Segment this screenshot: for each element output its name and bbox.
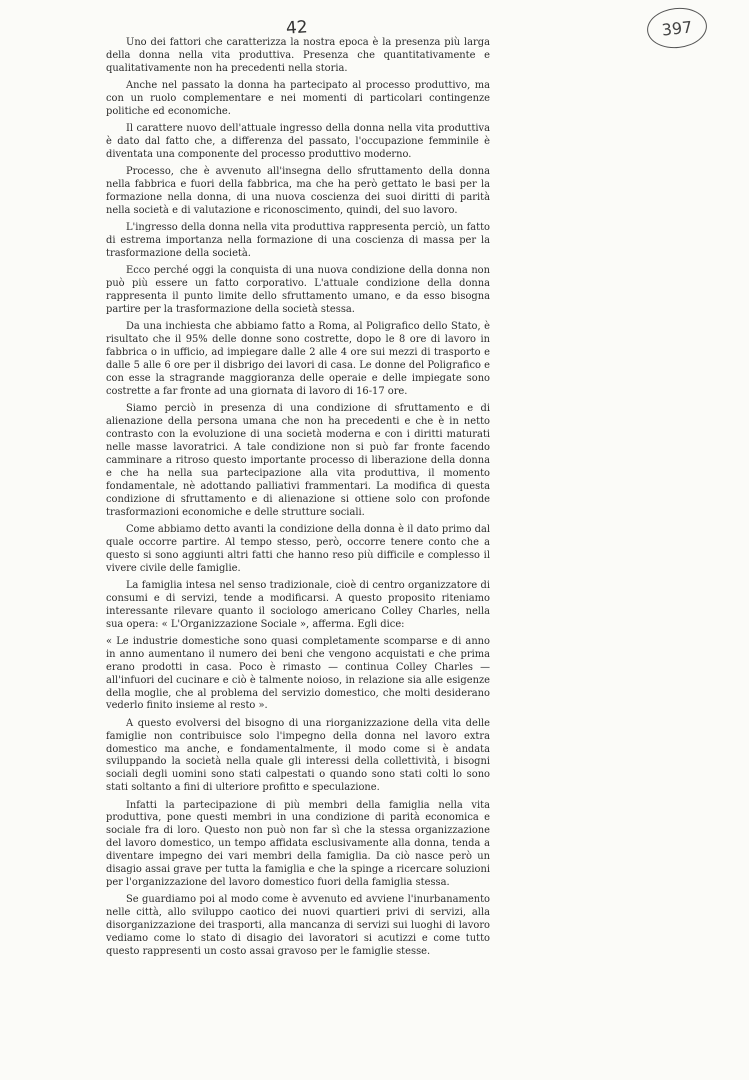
quotation: « Le industrie domestiche sono quasi completamente scomparse e di anno in anno aumentano il numero dei beni che vengono acquistati e che prima erano prodotti in casa. Poco è rimasto — continua Colley Charles — all'infuori del cucinare e ciò è talmente noioso, in relazione sia alle esigenze della moglie, che al problema del servizio domestico, che molti desiderano vederlo finito insieme al resto ».: [106, 635, 490, 712]
paragraph: Infatti la partecipazione di più membri della famiglia nella vita produttiva, pone questi membri in una condizione di parità economica e sociale fra di loro. Questo non può non far sì che la stessa organizzazione del lavoro domestico, un tempo affidata esclusivamente alla donna, tenda a diventare impegno dei vari membri della famiglia. Da ciò nasce però un disagio assai grave per tutta la famiglia e che la spinge a ricercare soluzioni per l'organizzazione del lavoro domestico fuori della famiglia stessa.: [106, 799, 490, 888]
page-number: 42: [285, 17, 309, 39]
archive-stamp: 397: [645, 5, 709, 51]
paragraph: Il carattere nuovo dell'attuale ingresso della donna nella vita produttiva è dato dal fatto che, a differenza del passato, l'occupazione femminile è diventata una componente del processo produttivo moderno.: [106, 123, 490, 161]
document-body: [106, 37, 490, 963]
paragraph: Processo, che è avvenuto all'insegna dello sfruttamento della donna nella fabbrica e fuori della fabbrica, ma che ha però gettato le basi per la formazione nella donna, di una nuova coscienza dei suoi diritti di parità nella società e di valutazione e riconoscimento, quindi, del suo lavoro.: [106, 166, 490, 217]
paragraph: Da una inchiesta che abbiamo fatto a Roma, al Poligrafico dello Stato, è risultato che il 95% delle donne sono costrette, dopo le 8 ore di lavoro in fabbrica o in ufficio, ad impiegare dalle 2 alle 4 ore sui mezzi di trasporto e dalle 5 alle 6 ore per il disbrigo dei lavori di casa. Le donne del Poligrafico e con esse la stragrande maggioranza delle operaie e delle impiegate sono costrette a far fronte ad una giornata di lavoro di 16-17 ore.: [106, 321, 490, 397]
paragraph: La famiglia intesa nel senso tradizionale, cioè di centro organizzatore di consumi e di servizi, tende a modificarsi. A questo proposito riteniamo interessante rilevare quanto il sociologo americano Colley Charles, nella sua opera: « L'Organizzazione Sociale », afferma. Egli dice:: [106, 579, 490, 630]
paragraph: Uno dei fattori che caratterizza la nostra epoca è la presenza più larga della donna nella vita produttiva. Presenza che quantitativamente e qualitativamente non ha precedenti nella storia.: [106, 37, 490, 74]
paragraph: Ecco perché oggi la conquista di una nuova condizione della donna non può più essere un fatto corporativo. L'attuale condizione della donna rappresenta il punto limite dello sfruttamento umano, e da esso bisogna partire per la trasformazione della società stessa.: [106, 265, 490, 316]
paragraph: Come abbiamo detto avanti la condizione della donna è il dato primo dal quale occorre partire. Al tempo stesso, però, occorre tenere conto che a questo si sono aggiunti altri fatti che hanno reso più difficile e complesso il vivere civile delle famiglie.: [106, 523, 490, 574]
paragraph: L'ingresso della donna nella vita produttiva rappresenta perciò, un fatto di estrema importanza nella formazione di una coscienza di massa per la trasformazione della società.: [106, 222, 490, 260]
paragraph: Siamo perciò in presenza di una condizione di sfruttamento e di alienazione della persona umana che non ha precedenti e che è in netto contrasto con la evoluzione di una società moderna e con i diritti maturati nelle masse lavoratrici. A tale condizione non si può far fronte facendo camminare a ritroso questo importante processo di liberazione della donna e che ha nella sua partecipazione alla vita produttiva, il momento fondamentale, nè adottando palliativi frammentari. La modifica di questa condizione di sfruttamento e di alienazione si ottiene solo con profonde trasformazioni economiche e delle strutture sociali.: [106, 403, 490, 518]
paragraph: Anche nel passato la donna ha partecipato al processo produttivo, ma con un ruolo complementare e nei momenti di particolari contingenze politiche ed economiche.: [106, 80, 490, 117]
paragraph: Se guardiamo poi al modo come è avvenuto ed avviene l'inurbanamento nelle città, allo sviluppo caotico dei nuovi quartieri privi di servizi, alla disorganizzazione dei trasporti, alla mancanza di servizi sui luoghi di lavoro vediamo come lo stato di disagio dei lavoratori si acutizzi e come tutto questo rappresenti un costo assai gravoso per le famiglie stesse.: [106, 894, 490, 957]
paragraph: A questo evolversi del bisogno di una riorganizzazione della vita delle famiglie non contribuisce solo l'impegno della donna nel lavoro extra domestico ma anche, e fondamentalmente, il modo come si è andata sviluppando la società nella quale gli interessi della collettività, i bisogni sociali degli uomini sono stati calpestati o quando sono stati colti lo sono stati soltanto a fini di ulteriore profitto e speculazione.: [106, 717, 490, 794]
